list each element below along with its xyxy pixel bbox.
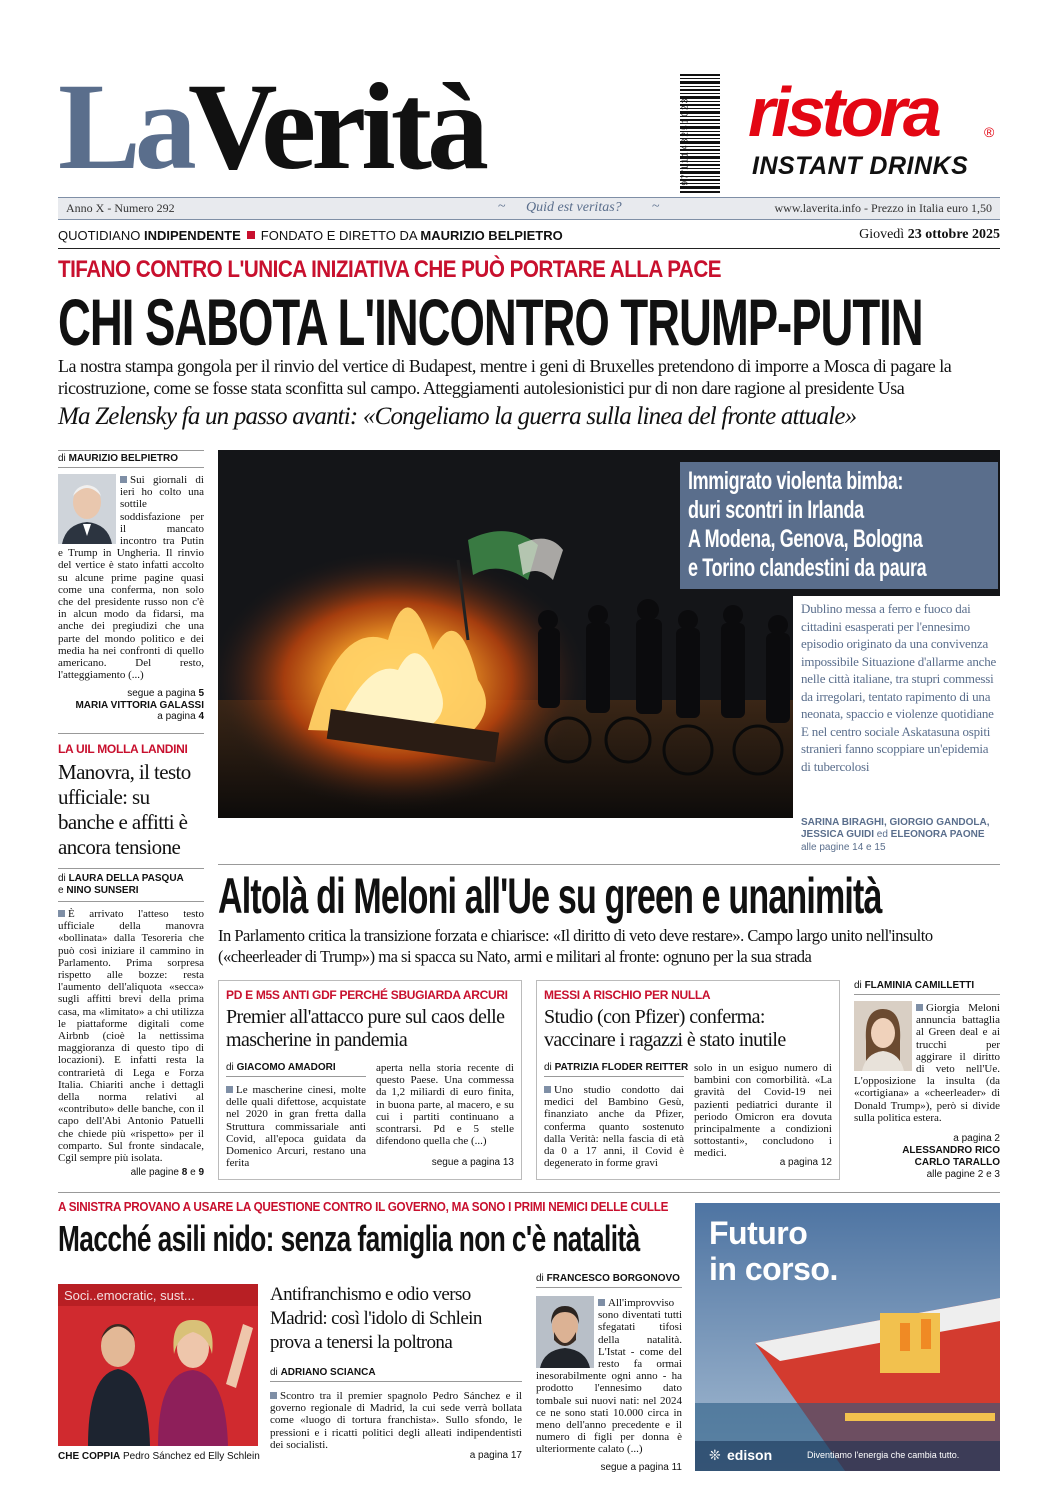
by-prefix: di (226, 1062, 234, 1073)
immigration-authors-2a: JESSICA GUIDI (801, 829, 874, 840)
galassi-ref[interactable] (58, 711, 204, 722)
masks-ref[interactable]: segue a pagina 13 (431, 1157, 514, 1168)
immigration-headline-box (680, 462, 998, 589)
ristora-reg: ® (984, 124, 995, 140)
meloni-headline: Altolà di Meloni all'Ue su green e unanimità (218, 868, 882, 924)
borgonovo-text (536, 1297, 682, 1456)
masks-headline: Premier all'attacco pure sul caos delle mascherine in pandemia (226, 1006, 505, 1051)
immigration-headline (688, 467, 990, 583)
messi-body-1: Uno studio condotto dai medici del Bambino Gesù, finanziato anche da Pfizer, conferma quanto sostenuto dalla Verità: nella fascia di età da 0 a 17 anni, il Covid è degenerato in forme gravi (544, 1084, 684, 1170)
by-prefix: di (544, 1062, 552, 1073)
edison-headline-1: Futuro (709, 1215, 808, 1251)
by-prefix: di (58, 873, 66, 884)
masks-text-col1 (226, 1084, 366, 1169)
messi-text-col2: solo in un esiguo numero di bambini con comorbilità. «La gravità del Covid-19 nei pazienti pediatrici durante il periodo Omicron era dovuta principalmente a condizioni sottostanti», concludono i medici. (694, 1062, 832, 1160)
divider (536, 1287, 682, 1288)
bullet-icon (58, 910, 65, 917)
barcode-number: 9 771 1 1 4 3 2 5 1 0 2 3 (680, 98, 690, 186)
photo-sign-text: Soci..emocratic, sust... (64, 1288, 195, 1303)
immigration-text-box (793, 596, 1000, 852)
divider (58, 450, 204, 451)
manovra-author-2: NINO SUNSERI (66, 885, 139, 896)
tagline-c: FONDATO E DIRETTO DA (260, 228, 417, 243)
rico: ALESSANDRO RICO (902, 1145, 1000, 1156)
divider (58, 733, 204, 734)
manovra-ref[interactable] (58, 1167, 204, 1178)
immigration-headline-line-1: Immigrato violenta bimba: (688, 467, 904, 495)
masthead-verita: Verità (188, 58, 484, 195)
divider (58, 901, 204, 902)
and-word: e (58, 885, 64, 896)
camilletti-ref[interactable]: a pagina 2 (953, 1133, 1000, 1144)
masks-byline (226, 1062, 336, 1073)
ad-edison[interactable] (695, 1203, 1000, 1471)
bullet-icon (916, 1004, 923, 1011)
masthead-band (58, 197, 1000, 220)
motto-right-flourish: ~ (652, 199, 660, 214)
messi-text-col1 (544, 1084, 684, 1169)
manovra-kicker: LA UIL MOLLA LANDINI (58, 742, 188, 756)
by-prefix: di (270, 1367, 278, 1378)
messi-author: PATRIZIA FLODER REITTER (554, 1062, 689, 1073)
masks-author: GIACOMO AMADORI (236, 1062, 336, 1073)
masks-text-col2: aperta nella storia recente di questo Paese. Una commessa da 1,2 miliardi di euro finita, in buona parte, al macero, e su cui i partiti continuano a scontrarsi. Pd e 5 stelle difendono quella che (...) (376, 1062, 514, 1148)
immigration-headline-line-4: e Torino clandestini da paura (688, 554, 927, 582)
ristora-tagline: INSTANT DRINKS (752, 152, 969, 180)
manovra-text (58, 908, 204, 1164)
date-prefix: Giovedì (859, 227, 905, 242)
borgonovo-body: All'improvviso sono diventati tutti sfegatati tifosi della natalità. L'Istat - come del resto fa ormai inesorabilmente ogni anno - ha prodotto l'ennesimo dato tombale sui nuovi nati: nel 2024 ce ne sono stati 10.000 circa in meno dell'anno precedente e il numero di figli per donna è ulteriormente calato (...) (536, 1297, 682, 1456)
divider (58, 467, 204, 468)
tagline-d: MAURIZIO BELPIETRO (420, 228, 563, 243)
date: 23 ottobre 2025 (907, 227, 1000, 242)
manovra-author-1: LAURA DELLA PASQUA (68, 873, 184, 884)
borgonovo-byline (536, 1273, 680, 1284)
lead-standfirst: La nostra stampa gongola per il rinvio del vertice di Budapest, mentre i geni di Bruxelles pretendono di imporre a Mosca di pagare la ricostruzione, come se fosse stata sconfitta sul campo. Atteggiamenti autolesionistici pur di non dare ragione al presidente Usa (58, 356, 952, 398)
messi-byline (544, 1062, 688, 1073)
red-square-icon (247, 231, 255, 239)
galassi-page-label: a pagina (157, 711, 196, 722)
manovra-page-b: 9 (198, 1167, 204, 1178)
edison-claim: Diventiamo l'energia che cambia tutto. (807, 1450, 960, 1460)
asili-kicker: A SINISTRA PROVANO A USARE LA QUESTIONE CONTRO IL GOVERNO, MA SONO I PRIMI NEMICI DELLE CULLE (58, 1199, 669, 1214)
manovra-page-a: 8 (181, 1167, 188, 1178)
immigration-authors-2b: ELEONORA PAONE (890, 829, 985, 840)
borgonovo-author: FRANCESCO BORGONOVO (546, 1273, 680, 1284)
manovra-ref-label: alle pagine (130, 1167, 179, 1178)
meloni-standfirst: In Parlamento critica la transizione forzata e chiarisce: «Il diritto di veto deve restare». Campo largo unito nell'insulto («cheerleader di Trump») ma si spacca su Nato, armi e militari al fronte: ognuno per la sua strada (218, 926, 933, 966)
camilletti-byline (854, 980, 974, 991)
sanchez-ref[interactable]: a pagina 17 (469, 1450, 522, 1461)
messi-headline: Studio (con Pfizer) conferma: vaccinare i ragazzi è stato inutile (544, 1006, 786, 1051)
divider (270, 1381, 522, 1382)
by-prefix: di (854, 980, 862, 991)
lead-kicker: TIFANO CONTRO L'UNICA INIZIATIVA CHE PUÒ PORTARE ALLA PACE (58, 256, 721, 283)
bullet-icon (120, 476, 127, 483)
bullet-icon (544, 1086, 551, 1093)
immigration-authors-1: SARINA BIRAGHI, GIORGIO GANDOLA, (801, 817, 990, 828)
couple-photo (58, 1284, 258, 1446)
galassi-name: MARIA VITTORIA GALASSI (75, 700, 204, 711)
camilletti-author: FLAMINIA CAMILLETTI (864, 980, 975, 991)
bullet-icon (598, 1299, 605, 1306)
immigration-authors (801, 817, 990, 841)
lead-subhead: Ma Zelensky fa un passo avanti: «Congeliamo la guerra sulla linea del fronte attuale» (58, 403, 857, 430)
edison-footer (695, 1441, 1000, 1471)
issue-number: Anno X - Numero 292 (66, 201, 175, 215)
masks-body-1: Le mascherine cinesi, molte delle quali difettose, acquistate nel 2020 in gran fretta dalla Struttura commissariale anti Covid, all'epoca guidata da Domenico Arcuri, restano una ferita (226, 1084, 366, 1170)
camilletti-authors (854, 1145, 1000, 1169)
ed-word: ed (876, 829, 888, 840)
lead-headline: CHI SABOTA L'INCONTRO TRUMP-PUTIN (58, 285, 923, 359)
site-price: www.laverita.info - Prezzo in Italia euro 1,50 (774, 201, 992, 215)
follow-label: segue a pagina (127, 688, 196, 699)
divider (226, 1076, 366, 1077)
masthead-title (58, 58, 578, 195)
caption-text: Pedro Sánchez ed Elly Schlein (123, 1451, 260, 1462)
sanchez-byline (270, 1367, 376, 1378)
sanchez-text (270, 1390, 522, 1451)
messi-ref[interactable]: a pagina 12 (779, 1157, 832, 1168)
immigration-ref[interactable]: alle pagine 14 e 15 (801, 842, 886, 853)
camilletti-ref2[interactable]: alle pagine 2 e 3 (926, 1169, 1000, 1180)
sanchez-author: ADRIANO SCIANCA (280, 1367, 376, 1378)
galassi-author (58, 700, 204, 711)
manovra-headline: Manovra, il testo ufficiale: su banche e affitti è ancora tensione (58, 760, 191, 859)
editorial-byline (58, 453, 178, 464)
manovra-body: È arrivato l'atteso testo ufficiale della manovra «bollinata» dalla Tesoreria che può così iniziare il cammino in Parlamento. Prima sorpresa rispetto alle bozze: resta l'aumento dell'aliquota «secca» sugli affitti brevi della prima casa, ma «limitato» a chi utilizza le piattaforme digitali come Airbnb (cioè la nettissima maggioranza di questo tipo di locazioni). E infatti resta la contrarietà di Lega e Forza Italia. Chiariti anche i dettagli della norma relativi al «contributo» delle banche, con il capo dell'Abi Antonio Patuelli che chiede più «rispetto» per il comparto. Sul fronte sindacale, Cgil sempre più isolata. (58, 908, 204, 1165)
sanchez-headline: Antifranchismo e odio verso Madrid: così l'idolo di Schlein prova a tenersi la poltrona (270, 1284, 482, 1353)
editorial-text (58, 474, 204, 681)
bullet-icon (226, 1086, 233, 1093)
tarallo: CARLO TARALLO (914, 1157, 1000, 1168)
by-prefix: di (536, 1273, 544, 1284)
ad-ristora[interactable] (748, 72, 1000, 190)
galassi-page: 4 (198, 711, 204, 722)
editorial-body: Sui giornali di ieri ho colto una sottile soddisfazione per il mancato incontro tra Putin e Trump in Ungheria. Il rinvio del vertice è stato infatti accolto su alcune prime pagine quasi come una conferma, non solo che del presidente russo non c'è in alcun modo da fidarsi, ma anche dei pregiudizi che una parte del mondo politico e dei media ha nei confronti di quello americano. Del resto, l'atteggiamento (...) (58, 474, 204, 682)
borgonovo-ref[interactable]: segue a pagina 11 (600, 1462, 682, 1473)
edison-brand: edison (727, 1447, 773, 1463)
immigration-headline-line-3: A Modena, Genova, Bologna (688, 525, 923, 553)
camilletti-body: Giorgia Meloni annuncia battaglia al Green deal e ai trucchi per aggirare il diritto di veto nell'Ue. L'opposizione la insulta (da «cortigiana» a «cheerleader» di Donald Trump»), però si divide sulla politica estera. (854, 1002, 1000, 1124)
asili-headline: Macché asili nido: senza famiglia non c'è natalità (58, 1218, 640, 1259)
tagline-b: INDIPENDENTE (143, 228, 241, 243)
motto: Quid est veritas? (526, 200, 622, 215)
by-prefix: di (58, 453, 66, 464)
tagline-a: QUOTIDIANO (58, 228, 141, 243)
divider (58, 248, 1000, 249)
immigration-text: Dublino messa a ferro e fuoco dai cittadini esasperati per l'ennesimo episodio originato da una convivenza impossibile Situazione d'allarme anche nelle città italiane, tra stupri commessi da irregolari, tentato rapimento di una neonata, spaccio e violenze quotidiane E nel centro sociale Askatasuna ospiti stranieri fanno scoppiare un'epidemia di tubercolosi (801, 601, 997, 774)
immigration-headline-line-2: duri scontri in Irlanda (688, 496, 864, 524)
manovra-byline (58, 873, 184, 897)
follow-page: 5 (198, 688, 204, 699)
edison-logo-icon: ❊ (709, 1447, 721, 1463)
camilletti-text (854, 1002, 1000, 1124)
issue-date (859, 227, 1000, 243)
manovra-pages-and: e (190, 1167, 196, 1178)
motto-left-flourish: ~ (498, 199, 506, 214)
editorial-author: MAURIZIO BELPIETRO (68, 453, 179, 464)
divider (58, 868, 204, 869)
divider (544, 1076, 684, 1077)
bullet-icon (270, 1392, 277, 1399)
tagline (58, 228, 563, 243)
edison-headline-2: in corso. (709, 1251, 838, 1287)
messi-kicker: MESSI A RISCHIO PER NULLA (544, 988, 711, 1002)
editorial-ref[interactable] (58, 688, 204, 699)
divider (218, 864, 1000, 865)
divider (854, 994, 1000, 995)
edison-headline (709, 1215, 838, 1287)
ristora-brand: ristora (748, 73, 938, 151)
masks-kicker: PD E M5S ANTI GDF PERCHÉ SBUGIARDA ARCURI (226, 988, 508, 1002)
divider (58, 1192, 1000, 1193)
masthead-la: La (58, 58, 191, 195)
sanchez-body: Scontro tra il premier spagnolo Pedro Sánchez e il governo regionale di Madrid, la cui sede verrà bollata come «luogo di tortura franchista». Sullo sfondo, le pressioni e i ricatti politici degli alleati indipendentisti dei socialisti. (270, 1390, 522, 1451)
caption-label: CHE COPPIA (58, 1451, 121, 1462)
couple-caption (58, 1451, 260, 1462)
sanchez-schlein-image (58, 1284, 258, 1446)
